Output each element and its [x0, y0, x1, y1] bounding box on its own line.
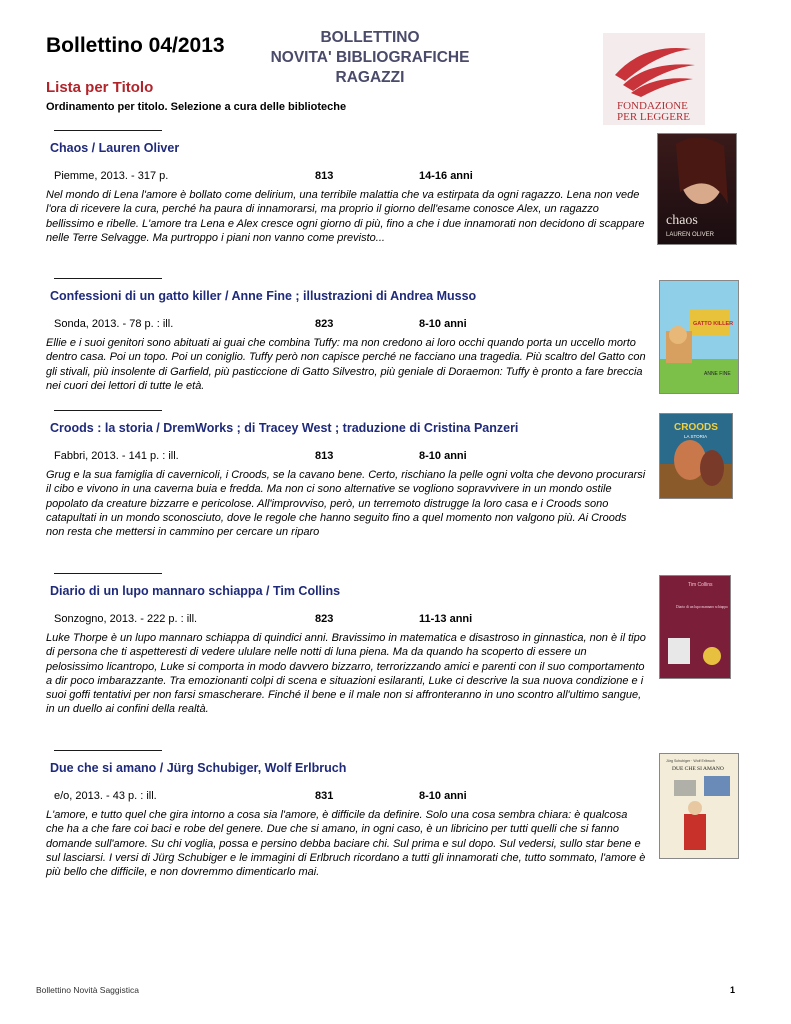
book-title[interactable]: Diario di un lupo mannaro schiappa / Tim Collins — [50, 584, 341, 598]
book-title[interactable]: Due che si amano / Jürg Schubiger, Wolf Erlbruch — [50, 761, 347, 775]
book-classification: 813 — [315, 170, 334, 182]
book-description: Nel mondo di Lena l'amore è bollato come delirium, una terribile malattia che va estirpata da ogni ragazzo. Lena non vede l'ora di ricevere la cura, perché ha paura di innamorarsi, ma proprio il giorno dell'esame conosce Alex, un ragazzo bellissimo e ribelle. L'amore tra Lena e Alex cresce ogni giorno di più, fino a che i due innamorati non decidono di scappare nelle Terre Selvagge. Ma purtroppo i piani non vanno come previsto... — [46, 189, 645, 244]
list-subtitle: Lista per Titolo — [46, 79, 154, 96]
cover-author: ANNE FINE — [704, 371, 731, 377]
entry-divider — [54, 573, 162, 574]
book-classification: 823 — [315, 318, 334, 330]
bulletin-heading — [250, 28, 490, 88]
cover-author: LAUREN OLIVER — [666, 232, 715, 238]
book-publication: Sonda, 2013. - 78 p. : ill. — [54, 318, 174, 330]
book-cover-lupo-mannaro[interactable] — [659, 575, 731, 679]
order-note: Ordinamento per titolo. Selezione a cura delle biblioteche — [46, 101, 347, 113]
page-number: 1 — [730, 985, 736, 995]
book-description: L'amore, e tutto quel che gira intorno a cosa sia l'amore, è difficile da definire. Solo una cosa sembra chiara: è qualcosa che ha a che fare coi baci e robe del genere. Due che si amano, in ogni caso, è un libricino per tutti quelli che si fanno domande sull'amore. Su chi voglia, possa e persino debba baciare chi. Sul prima e sul dopo. Sul vedersi, sullo star bene e sul lasciarsi. I versi di Jürg Schubiger e le immagini di Erlbruch ricordano a tutti gli innamorati che, tutto sommato, l'amore è più bello che difficile, e non dovremmo dimenticarlo mai. — [46, 809, 646, 879]
page-title: Bollettino 04/2013 — [46, 34, 225, 57]
book-age-range: 8-10 anni — [419, 790, 467, 802]
cover-author: LA STORIA — [684, 434, 708, 439]
fondazione-logo — [603, 33, 705, 125]
bulletin-heading-line-2: NOVITA' BIBLIOGRAFICHE — [270, 49, 470, 66]
cover-title: GATTO KILLER — [693, 321, 734, 327]
book-publication: e/o, 2013. - 43 p. : ill. — [54, 790, 157, 802]
cover-author: Tim Collins — [688, 582, 713, 588]
cover-title: chaos — [666, 213, 698, 228]
book-publication: Fabbri, 2013. - 141 p. : ill. — [54, 450, 179, 462]
book-cover-due-che-si-amano[interactable] — [659, 753, 739, 859]
book-publication: Piemme, 2013. - 317 p. — [54, 170, 169, 182]
entry-divider — [54, 750, 162, 751]
book-cover-chaos[interactable] — [657, 133, 737, 245]
book-age-range: 8-10 anni — [419, 318, 467, 330]
book-cover-gatto-killer[interactable] — [659, 280, 739, 394]
cover-title: CROODS — [674, 422, 718, 433]
book-age-range: 8-10 anni — [419, 450, 467, 462]
book-description: Grug e la sua famiglia di cavernicoli, i Croods, se la cavano bene. Certo, rischiano la pelle ogni volta che devono procurarsi il cibo e vivono in una caverna buia e fredda. Ma non ci sono alternative se vogliono sopravvivere in un mondo ostile popolato da creature bizzarre e pericolose. All'improvviso, però, un terremoto distrugge la loro casa e i Croods sono catapultati in un mondo sconosciuto, dove le regole che hanno seguito fino a quel momento non valgono più. Ai Croods non resta che mettersi in cammino per cercare un riparo — [46, 469, 646, 539]
book-title[interactable]: Chaos / Lauren Oliver — [50, 141, 180, 155]
book-description: Ellie e i suoi genitori sono abituati ai guai che combina Tuffy: ma non credono ai loro occhi quando porta un uccello morto dentro casa. Poi un topo. Poi un coniglio. Tuffy però non capisce perché ne facciano una tragedia. Più scaltro del Gatto con gli stivali, più insolente di Garfield, più pasticcione di Gatto Silvestro, più geniale di Doraemon: Tuffy è pronto a fare breccia nei cuori dei lettori di tutte le età. — [46, 337, 646, 392]
book-title[interactable]: Croods : la storia / DremWorks ; di Tracey West ; traduzione di Cristina Panzeri — [50, 421, 519, 435]
book-age-range: 14-16 anni — [419, 170, 473, 182]
book-title[interactable]: Confessioni di un gatto killer / Anne Fine ; illustrazioni di Andrea Musso — [50, 289, 477, 303]
bulletin-heading-line-3: RAGAZZI — [335, 69, 405, 86]
entry-divider — [54, 278, 162, 279]
cover-author: Jürg Schubiger · Wolf Erlbruch — [666, 759, 715, 763]
book-publication: Sonzogno, 2013. - 222 p. : ill. — [54, 613, 198, 625]
book-classification: 823 — [315, 613, 334, 625]
entry-divider — [54, 130, 162, 131]
book-cover-croods[interactable] — [659, 413, 733, 499]
book-classification: 813 — [315, 450, 334, 462]
cover-title: DUE CHE SI AMANO — [672, 766, 724, 772]
entry-divider — [54, 410, 162, 411]
book-classification: 831 — [315, 790, 334, 802]
bulletin-heading-line-1: BOLLETTINO — [320, 29, 420, 46]
footer-label: Bollettino Novità Saggistica — [36, 985, 140, 995]
book-age-range: 11-13 anni — [419, 613, 473, 625]
logo-text-2: PER LEGGERE — [617, 111, 691, 123]
book-description: Luke Thorpe è un lupo mannaro schiappa di quindici anni. Bravissimo in matematica e disastroso in ginnastica, non è il tipo di persona che ti aspetteresti di vedere ululare nelle notti di luna piena. Ma da quando ha scoperto di essere un pelosissimo licantropo, Luke si comporta in modo davvero bizzarro, terrorizzando amici e parenti con il suo comportamento a dir poco imbarazzante. Tra emozionanti colpi di scena e situazioni esilaranti, Luke ci descrive la sua nuova condizione e i suoi goffi tentativi per non farsi smascherare. Finché il bene e il male non si affronteranno in uno scontro all'ultimo sangue, in un duello ai confini della realtà. — [46, 632, 646, 716]
cover-title: Diario di un lupo mannaro schiappa — [676, 605, 728, 609]
logo-text-1: FONDAZIONE — [617, 100, 688, 112]
